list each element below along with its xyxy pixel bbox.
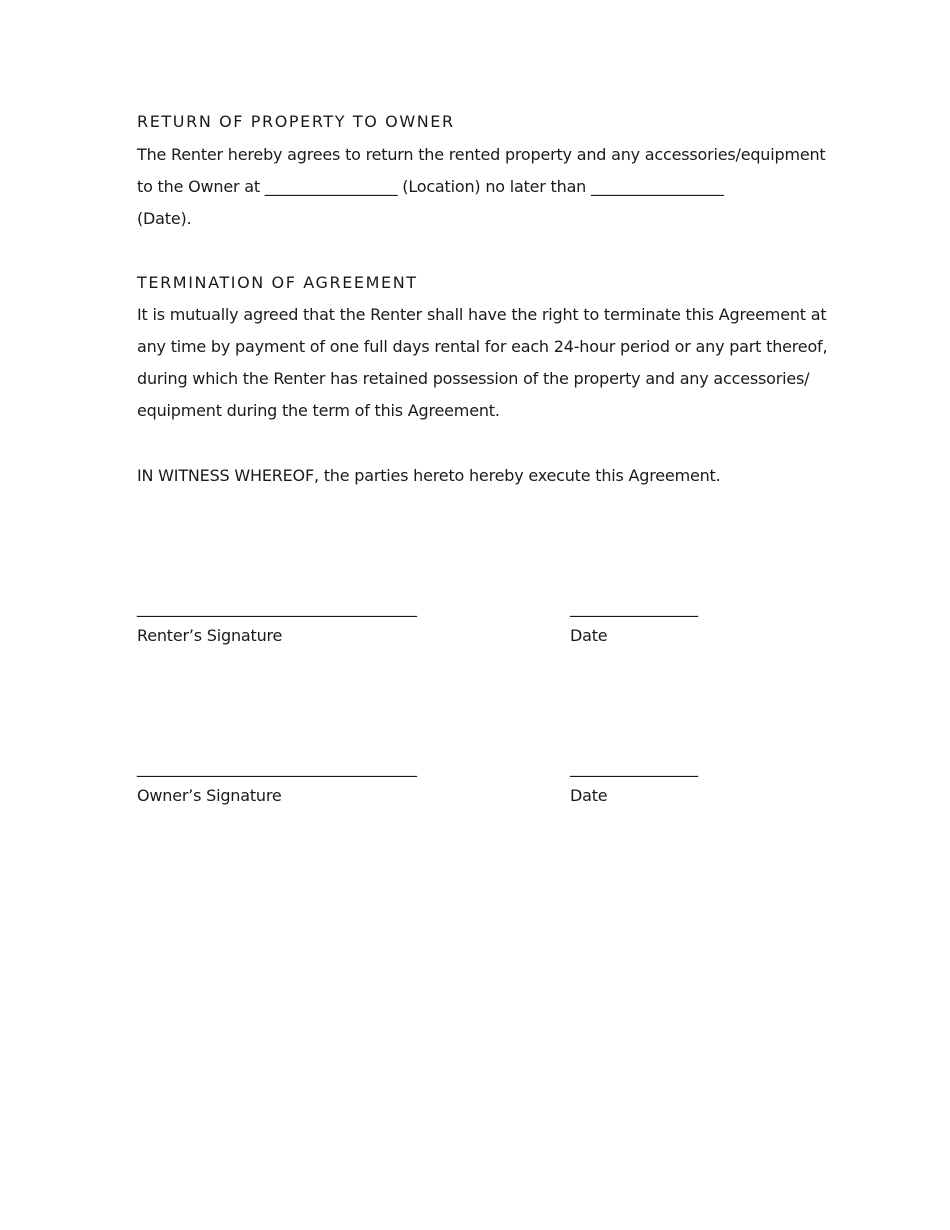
termination-section-line-1: It is mutually agreed that the Renter shall have the right to terminate this Agreement at [137, 305, 827, 324]
owner-signature-label: Owner’s Signature [137, 786, 282, 805]
return-section-heading: RETURN OF PROPERTY TO OWNER [137, 112, 455, 131]
renter-signature-label: Renter’s Signature [137, 626, 283, 645]
witness-clause: IN WITNESS WHEREOF, the parties hereto hereby execute this Agreement. [137, 466, 721, 485]
owner-signature-line: ___________________________________ [137, 758, 417, 777]
termination-section-heading: TERMINATION OF AGREEMENT [137, 273, 418, 292]
renter-date-label: Date [570, 626, 608, 645]
return-section-line-1: The Renter hereby agrees to return the rented property and any accessories/equipment [137, 145, 826, 164]
termination-section-line-3: during which the Renter has retained possession of the property and any accessories/ [137, 369, 810, 388]
renter-date-line: ________________ [570, 598, 698, 617]
return-section-line-2: to the Owner at _________________ (Location) no later than _________________ [137, 177, 724, 196]
return-section-line-3: (Date). [137, 209, 192, 228]
termination-section-line-4: equipment during the term of this Agreement. [137, 401, 500, 420]
renter-signature-line: ___________________________________ [137, 598, 417, 617]
owner-date-line: ________________ [570, 758, 698, 777]
owner-date-label: Date [570, 786, 608, 805]
termination-section-line-2: any time by payment of one full days rental for each 24-hour period or any part thereof, [137, 337, 828, 356]
